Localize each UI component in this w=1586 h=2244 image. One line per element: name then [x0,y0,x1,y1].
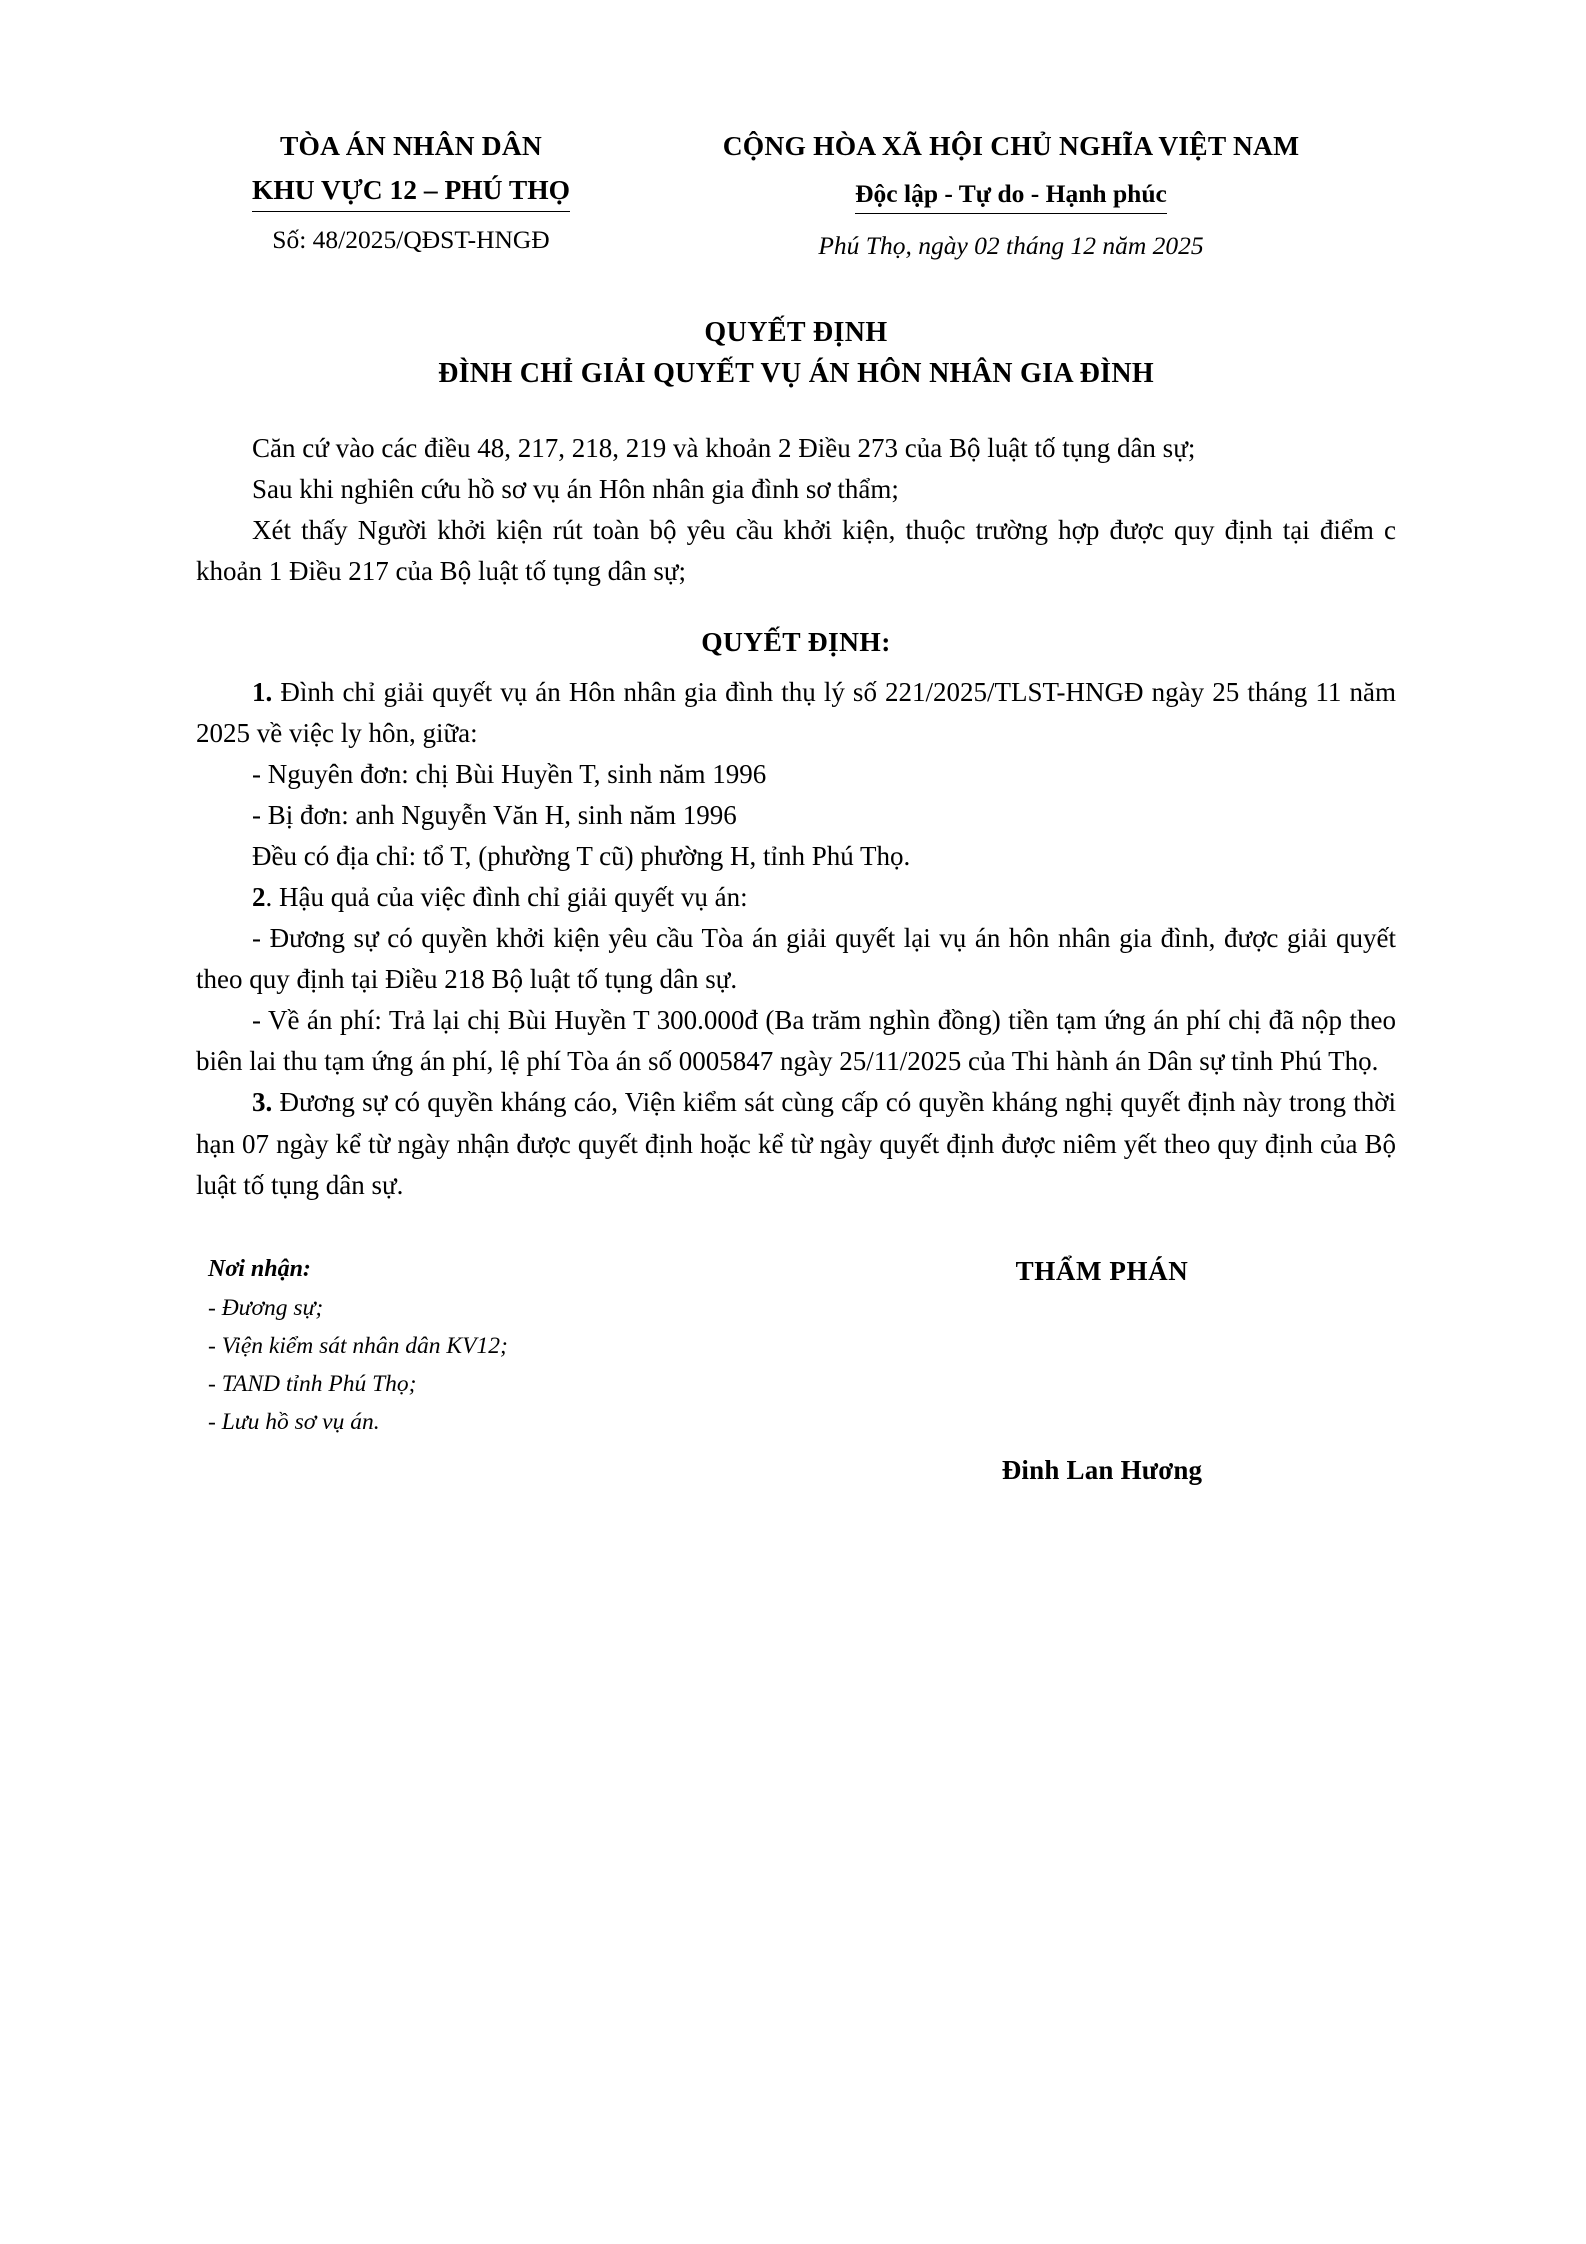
page-title: QUYẾT ĐỊNH [704,317,888,349]
decision-item-1-text: Đình chỉ giải quyết vụ án Hôn nhân gia đình thụ lý số 221/2025/TLST-HNGĐ ngày 25 tháng 11 năm 2025 về việc ly hôn, giữa: [196,677,1396,749]
list-item: - TAND tỉnh Phú Thọ; [208,1370,417,1397]
decision-item-3 [196,1082,1396,1205]
decision-item-2-number: 2 [252,882,266,913]
recipients-block [196,1256,748,1486]
recipients-list [208,1289,748,1441]
header-right-block [626,108,1396,263]
place-and-date: Phú Thọ, ngày 02 tháng 12 năm 2025 [818,230,1204,260]
recipients-title: Nơi nhận: [208,1255,311,1282]
document-number: Số: 48/2025/QĐST-HNGĐ [272,224,550,254]
decision-item-3-text: Đương sự có quyền kháng cáo, Viện kiểm sát cùng cấp có quyền kháng nghị quyết định này trong thời hạn 07 ngày kể từ ngày nhận được quyết định hoặc kể từ ngày quyết định được niêm yết theo quy định của Bộ luật tố tụng dân sự. [196,1087,1396,1200]
document-header [196,108,1396,263]
decision-item-1 [196,672,1396,754]
decision-item-1-number: 1. [252,677,273,708]
document-footer [196,1256,1396,1486]
court-unit: KHU VỰC 12 – PHÚ THỌ [252,170,570,212]
decision-item-2-text: . Hậu quả của việc đình chỉ giải quyết vụ án: [265,882,748,913]
decision-section [196,672,1396,1205]
signer-name: Đinh Lan Hương [1001,1454,1203,1485]
list-item: - Viện kiểm sát nhân dân KV12; [208,1332,508,1359]
decision-item-1-sub-2: - Bị đơn: anh Nguyễn Văn H, sinh năm 1996 [252,800,737,831]
decision-item-2 [196,877,1396,918]
preamble-paragraph-3: Xét thấy Người khởi kiện rút toàn bộ yêu cầu khởi kiện, thuộc trường hợp được quy định tại điểm c khoản 1 Điều 217 của Bộ luật tố tụng dân sự; [196,515,1396,587]
document-content [196,108,1396,1486]
decision-heading: QUYẾT ĐỊNH: [701,626,891,658]
national-title: CỘNG HÒA XÃ HỘI CHỦ NGHĨA VIỆT NAM [722,130,1300,161]
court-name: TÒA ÁN NHÂN DÂN [280,130,542,161]
decision-item-1-sub-1: - Nguyên đơn: chị Bùi Huyền T, sinh năm 1996 [252,759,767,790]
list-item: - Đương sự; [208,1294,324,1321]
page-subtitle: ĐÌNH CHỈ GIẢI QUYẾT VỤ ÁN HÔN NHÂN GIA ĐÌNH [438,357,1154,389]
header-left-block [196,108,626,257]
preamble-paragraph-2: Sau khi nghiên cứu hồ sơ vụ án Hôn nhân gia đình sơ thẩm; [252,474,899,505]
national-motto: Độc lập - Tự do - Hạnh phúc [855,176,1167,214]
preamble-section [196,428,1396,592]
list-item: - Lưu hồ sơ vụ án. [208,1408,380,1435]
signer-role: THẨM PHÁN [1015,1255,1189,1286]
signature-block [748,1256,1396,1486]
title-block [196,315,1396,392]
decision-item-3-number: 3. [252,1087,273,1118]
preamble-paragraph-1: Căn cứ vào các điều 48, 217, 218, 219 và khoản 2 Điều 273 của Bộ luật tố tụng dân sự; [252,433,1196,464]
decision-item-2-sub-2: - Về án phí: Trả lại chị Bùi Huyền T 300.000đ (Ba trăm nghìn đồng) tiền tạm ứng án phí chị đã nộp theo biên lai thu tạm ứng án phí, lệ phí Tòa án số 0005847 ngày 25/11/2025 của Thi hành án Dân sự tỉnh Phú Thọ. [196,1005,1396,1077]
decision-item-2-sub-1: - Đương sự có quyền khởi kiện yêu cầu Tòa án giải quyết lại vụ án hôn nhân gia đình, được giải quyết theo quy định tại Điều 218 Bộ luật tố tụng dân sự. [196,923,1396,995]
decision-item-1-sub-3: Đều có địa chỉ: tổ T, (phường T cũ) phường H, tỉnh Phú Thọ. [252,841,911,872]
